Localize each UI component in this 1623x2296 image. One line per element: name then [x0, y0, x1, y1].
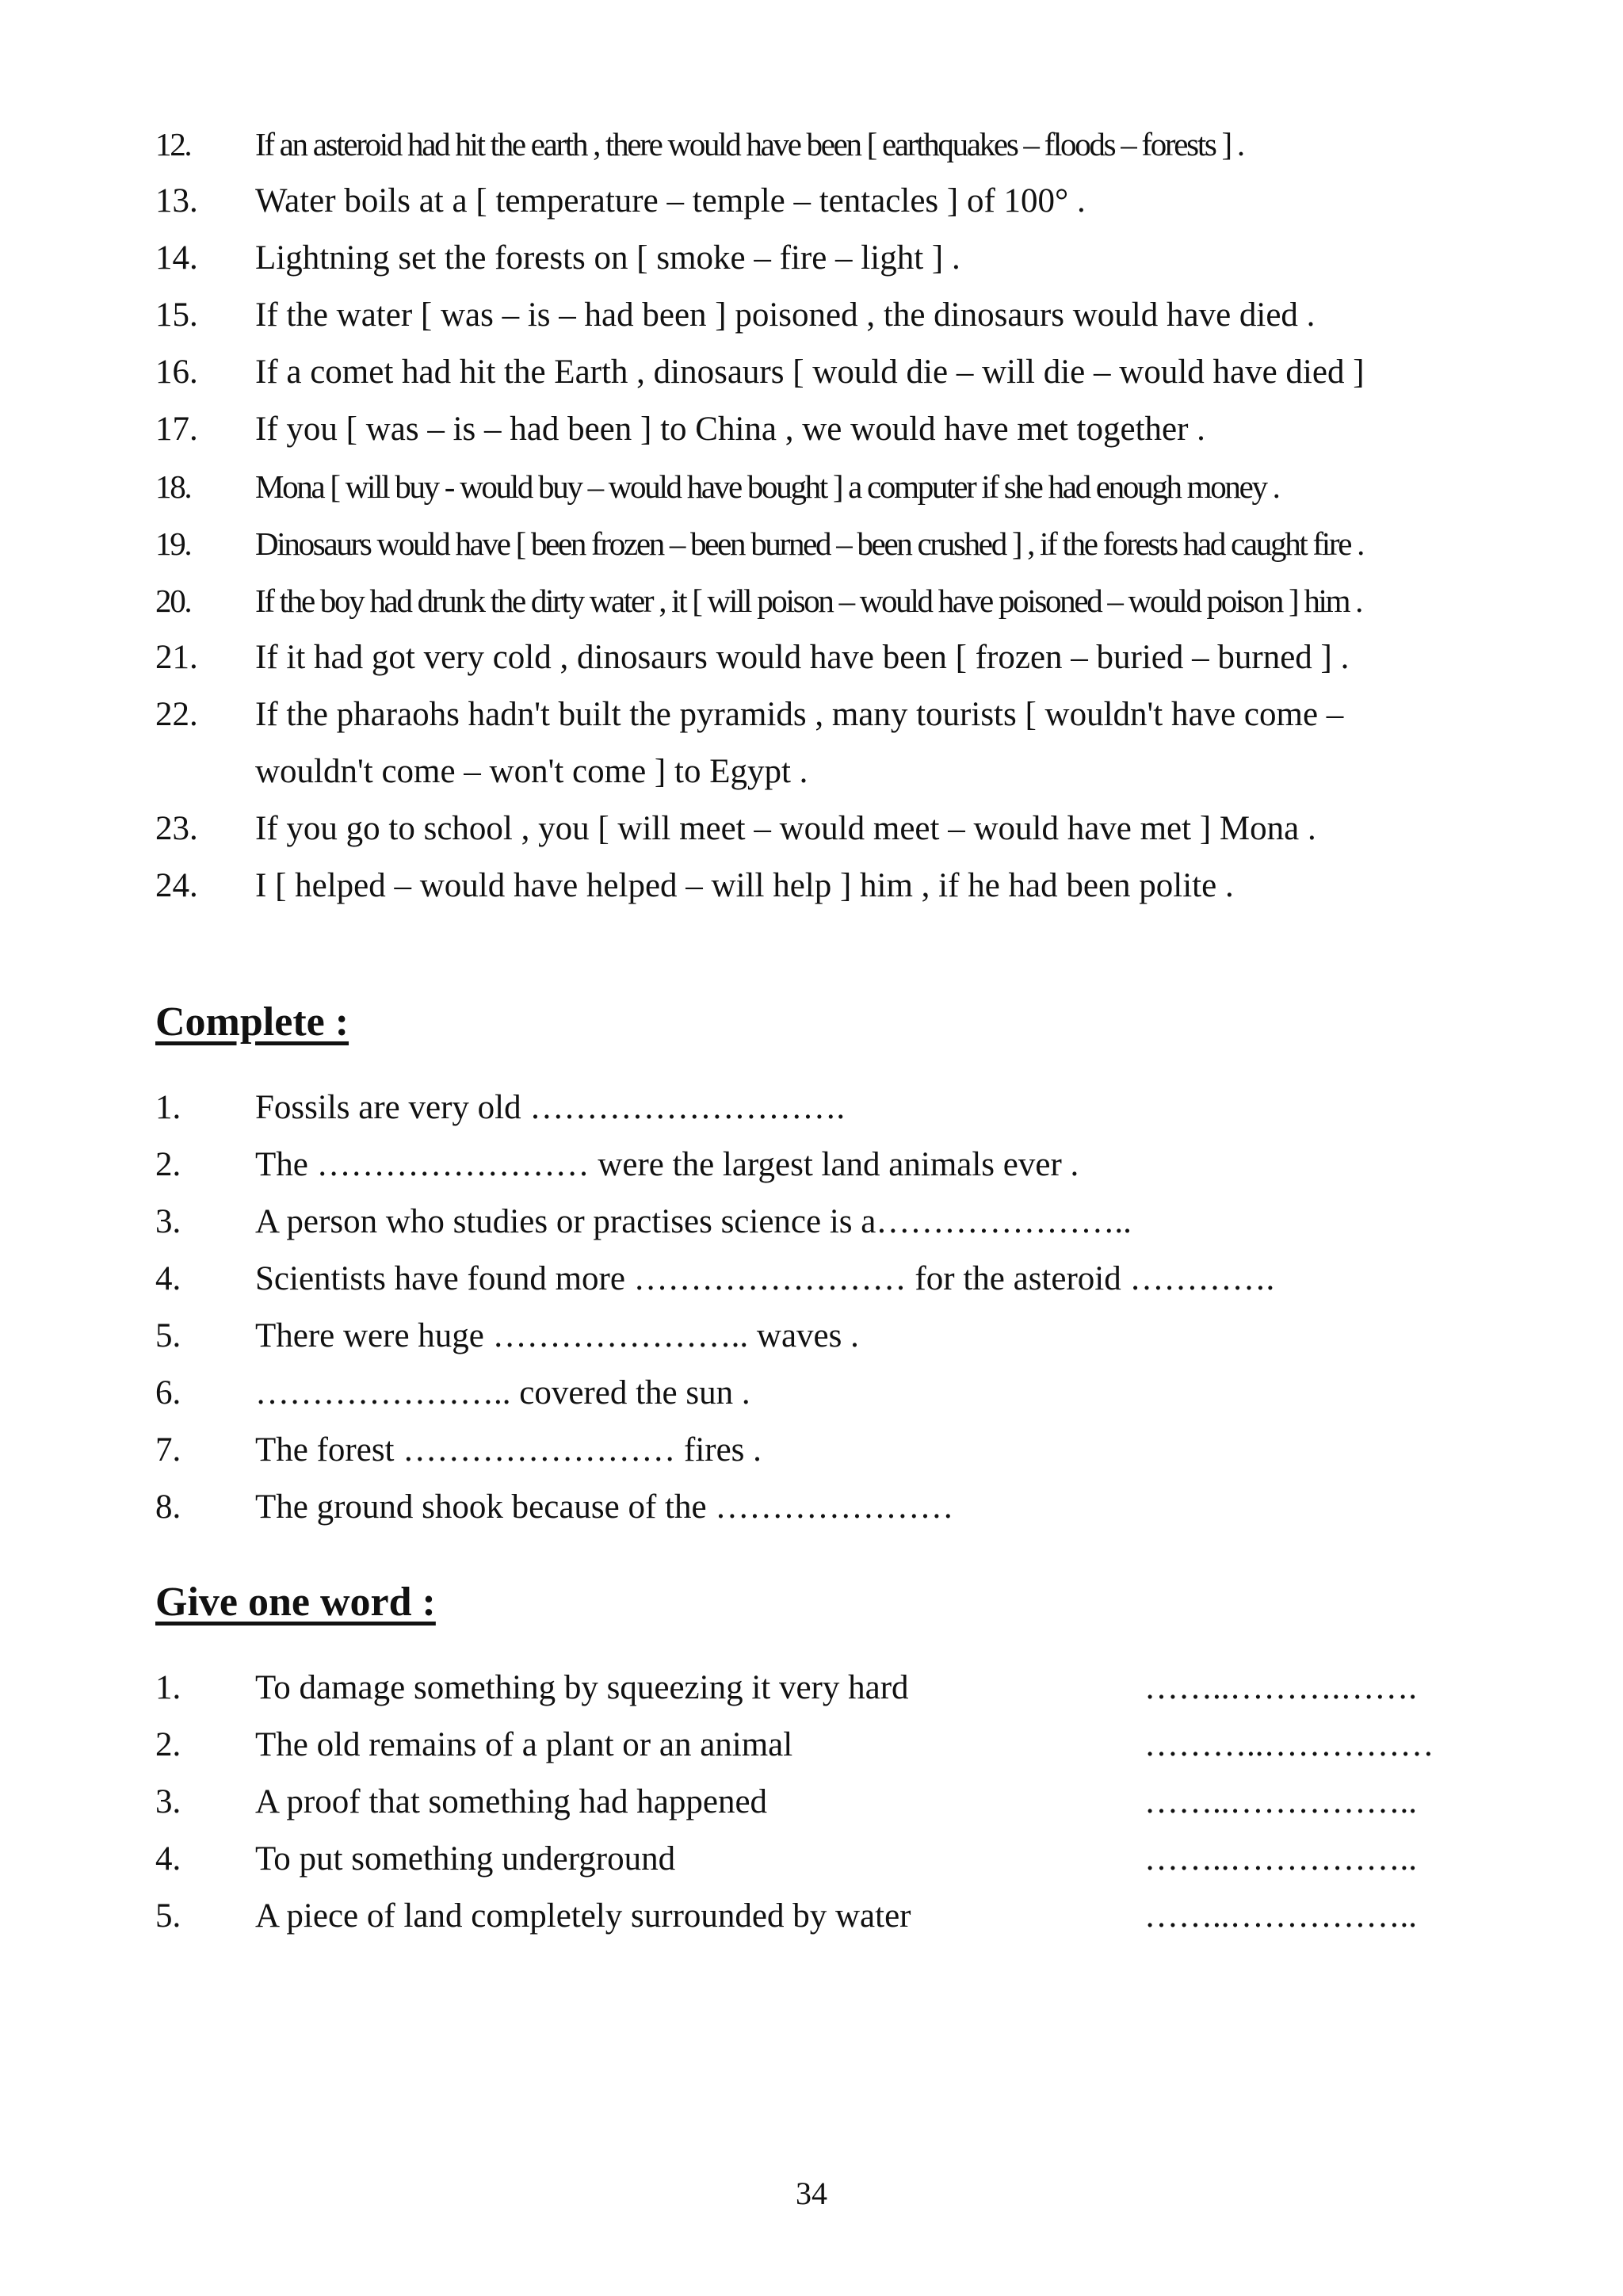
item-text: Scientists have found more …………………… for the asteroid ………….: [255, 1260, 1275, 1297]
item-number: 18.: [155, 468, 191, 505]
choose-item: [155, 515, 1550, 572]
item-number: 3.: [155, 1203, 181, 1240]
choose-item: [155, 173, 1550, 230]
complete-heading: Complete :: [155, 999, 349, 1045]
complete-item: [155, 1479, 1550, 1536]
item-number: 15.: [155, 296, 198, 334]
complete-item: [155, 1308, 1550, 1365]
item-number: 4.: [155, 1840, 181, 1878]
item-text: If a comet had hit the Earth , dinosaurs [ would die – will die – would have died ]: [255, 353, 1365, 391]
item-number: 2.: [155, 1726, 181, 1763]
item-number: 14.: [155, 239, 198, 277]
item-number: 24.: [155, 867, 198, 904]
answer-blank: ………..……………: [1144, 1726, 1434, 1763]
give-one-word-item: [155, 1888, 1550, 1945]
answer-blank: ……..……………..: [1144, 1783, 1417, 1820]
answer-blank: ……..……………..: [1144, 1840, 1417, 1878]
give-one-word-item: [155, 1831, 1550, 1888]
item-number: 2.: [155, 1146, 181, 1183]
item-text: If the water [ was – is – had been ] poisoned , the dinosaurs would have died .: [255, 296, 1316, 334]
item-text: Dinosaurs would have [ been frozen – been burned – been crushed ] , if the forests had caught fire .: [255, 525, 1364, 562]
choose-item: [155, 800, 1550, 858]
item-text: The old remains of a plant or an animal: [255, 1726, 793, 1763]
item-text: A person who studies or practises science is a…………………..: [255, 1203, 1132, 1240]
item-text: Lightning set the forests on [ smoke – fire – light ] .: [255, 239, 960, 277]
choose-item: [155, 858, 1550, 915]
item-text: If you go to school , you [ will meet – would meet – would have met ] Mona .: [255, 810, 1316, 847]
choose-item: [155, 230, 1550, 287]
complete-item: [155, 1194, 1550, 1251]
choose-item: [155, 686, 1550, 743]
item-text: To damage something by squeezing it very hard: [255, 1669, 909, 1706]
complete-item: [155, 1079, 1550, 1137]
item-number: 1.: [155, 1089, 181, 1126]
item-number: 12.: [155, 126, 191, 162]
item-text: The ground shook because of the …………………: [255, 1488, 954, 1526]
give-one-word-item: [155, 1660, 1550, 1717]
choose-item: [155, 458, 1550, 515]
item-text: The forest …………………… fires .: [255, 1431, 762, 1469]
item-number: 19.: [155, 525, 191, 562]
item-text: If the boy had drunk the dirty water , it [ will poison – would have poisoned – would poison ] him .: [255, 583, 1362, 619]
complete-item: [155, 1422, 1550, 1479]
item-number: 20.: [155, 583, 191, 619]
item-number: 5.: [155, 1317, 181, 1354]
item-text: If an asteroid had hit the earth , there would have been [ earthquakes – floods – forests ] .: [255, 126, 1243, 162]
item-text: The …………………… were the largest land animals ever .: [255, 1146, 1079, 1183]
item-text: There were huge ………………….. waves .: [255, 1317, 859, 1354]
choose-item: [155, 572, 1550, 629]
item-number: 4.: [155, 1260, 181, 1297]
item-text: To put something underground: [255, 1840, 676, 1878]
item-text: If it had got very cold , dinosaurs would have been [ frozen – buried – burned ] .: [255, 639, 1350, 676]
item-number: 17.: [155, 411, 198, 448]
page-number: 34: [796, 2176, 827, 2211]
item-text: Fossils are very old ……………………….: [255, 1089, 846, 1126]
item-number: 16.: [155, 353, 198, 391]
item-text: A proof that something had happened: [255, 1783, 768, 1820]
choose-item: [155, 344, 1550, 401]
item-number: 7.: [155, 1431, 181, 1469]
item-number: 6.: [155, 1374, 181, 1412]
complete-item: [155, 1137, 1550, 1194]
give-one-word-item: [155, 1774, 1550, 1831]
item-text: ………………….. covered the sun .: [255, 1374, 750, 1412]
item-text: Mona [ will buy - would buy – would have bought ] a computer if she had enough money .: [255, 468, 1279, 505]
item-number: 8.: [155, 1488, 181, 1526]
item-number: 23.: [155, 810, 198, 847]
item-text: If you [ was – is – had been ] to China , we would have met together .: [255, 411, 1205, 448]
item-number: 3.: [155, 1783, 181, 1820]
item-text: wouldn't come – won't come ] to Egypt .: [255, 753, 808, 790]
choose-item: [155, 401, 1550, 458]
item-number: 5.: [155, 1897, 181, 1935]
item-text: I [ helped – would have helped – will help ] him , if he had been polite .: [255, 867, 1234, 904]
give-one-word-heading: Give one word :: [155, 1580, 436, 1625]
item-number: 21.: [155, 639, 198, 676]
choose-item: [155, 629, 1550, 686]
item-number: 13.: [155, 182, 198, 220]
answer-blank: ……..……….…….: [1144, 1669, 1417, 1706]
item-number: 22.: [155, 696, 198, 733]
complete-item: [155, 1365, 1550, 1422]
item-text: A piece of land completely surrounded by water: [255, 1897, 911, 1935]
give-one-word-item: [155, 1717, 1550, 1774]
item-text: If the pharaohs hadn't built the pyramids , many tourists [ wouldn't have come –: [255, 696, 1344, 733]
answer-blank: ……..……………..: [1144, 1897, 1417, 1935]
item-number: 1.: [155, 1669, 181, 1706]
choose-item: [155, 287, 1550, 344]
choose-item-continuation: [155, 743, 1550, 800]
complete-item: [155, 1251, 1550, 1308]
choose-item: [155, 116, 1550, 173]
item-text: Water boils at a [ temperature – temple – tentacles ] of 100° .: [255, 182, 1086, 220]
